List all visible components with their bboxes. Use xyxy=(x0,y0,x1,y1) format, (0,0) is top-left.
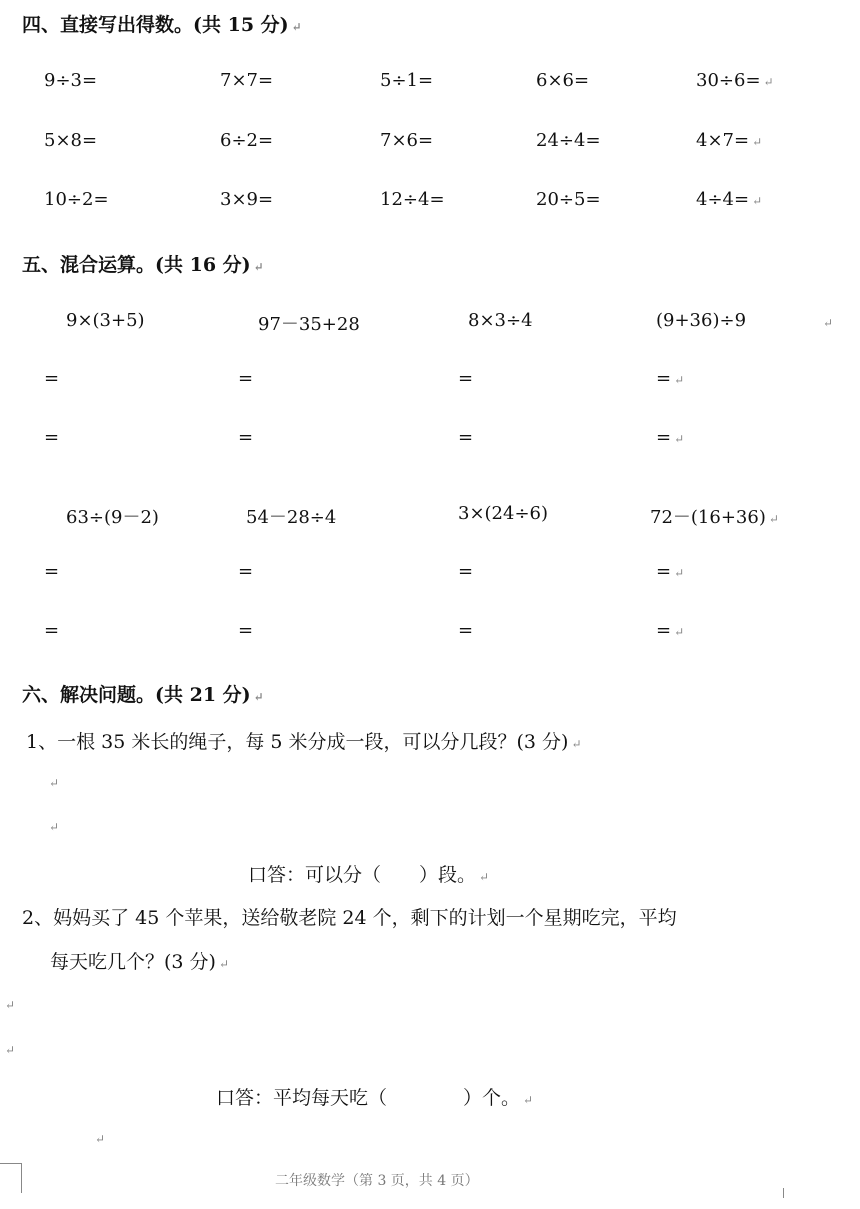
page-footer: 二年级数学（第 3 页，共 4 页） xyxy=(275,1173,479,1189)
oral-calc-item: 10÷2= xyxy=(44,189,109,210)
oral-calc-item: 12÷4= xyxy=(380,189,445,210)
oral-calc-item: 9÷3= xyxy=(44,70,98,91)
equals-sign: = ↵ xyxy=(656,561,685,582)
return-mark: ↵ xyxy=(95,1132,106,1146)
mixed-calc-expression: 63÷(9－2) xyxy=(66,507,159,528)
oral-calc-item: 3×9= xyxy=(220,189,274,210)
return-mark: ↵ xyxy=(5,1043,16,1057)
mixed-calc-expression: 8×3÷4 xyxy=(468,310,533,331)
oral-calc-item: 5÷1= xyxy=(380,70,434,91)
mixed-calc-expression: (9+36)÷9 xyxy=(656,310,747,331)
return-mark: ↵ xyxy=(49,820,60,834)
mixed-calc-expression: 72－(16+36) ↵ xyxy=(650,507,779,528)
mixed-calc-expression: 54－28÷4 xyxy=(246,507,337,528)
oral-calc-item: 6×6= xyxy=(536,70,590,91)
section6-title: 六、解决问题。(共 21 分) ↵ xyxy=(22,684,264,706)
return-mark: ↵ xyxy=(823,316,834,330)
oral-calc-item: 30÷6= ↵ xyxy=(696,70,774,91)
equals-sign: = ↵ xyxy=(656,368,685,389)
equals-sign: = xyxy=(44,368,60,389)
oral-calc-item: 7×7= xyxy=(220,70,274,91)
oral-calc-item: 5×8= xyxy=(44,130,98,151)
question-2-line-1: 2、妈妈买了 45 个苹果，送给敬老院 24 个，剩下的计划一个星期吃完，平均 xyxy=(22,907,677,929)
question-1-answer: 口答：可以分（ ）段。 ↵ xyxy=(248,864,490,886)
equals-sign: = xyxy=(238,427,254,448)
mixed-calc-expression: 97－35+28 xyxy=(258,314,360,335)
oral-calc-item: 20÷5= xyxy=(536,189,601,210)
oral-calc-item: 4×7= ↵ xyxy=(696,130,763,151)
equals-sign: = xyxy=(44,561,60,582)
equals-sign: = xyxy=(458,561,474,582)
equals-sign: = ↵ xyxy=(656,620,685,641)
section4-title: 四、直接写出得数。(共 15 分) ↵ xyxy=(22,14,302,36)
equals-sign: = xyxy=(458,620,474,641)
question-2-line-2: 每天吃几个？(3 分) ↵ xyxy=(50,951,230,973)
question-1: 1、一根 35 米长的绳子，每 5 米分成一段，可以分几段？(3 分) ↵ xyxy=(26,731,582,753)
equals-sign: = xyxy=(238,368,254,389)
oral-calc-item: 6÷2= xyxy=(220,130,274,151)
equals-sign: = xyxy=(238,620,254,641)
equals-sign: = xyxy=(238,561,254,582)
equals-sign: = xyxy=(458,427,474,448)
equals-sign: = ↵ xyxy=(656,427,685,448)
equals-sign: = xyxy=(44,427,60,448)
return-mark: ↵ xyxy=(49,776,60,790)
crop-mark xyxy=(0,1163,22,1164)
mixed-calc-expression: 9×(3+5) xyxy=(66,310,145,331)
return-mark: ↵ xyxy=(5,998,16,1012)
oral-calc-item: 24÷4= xyxy=(536,130,601,151)
oral-calc-item: 7×6= xyxy=(380,130,434,151)
equals-sign: = xyxy=(458,368,474,389)
crop-mark xyxy=(21,1163,22,1193)
mixed-calc-expression: 3×(24÷6) xyxy=(458,503,549,524)
oral-calc-item: 4÷4= ↵ xyxy=(696,189,763,210)
equals-sign: = xyxy=(44,620,60,641)
section5-title: 五、混合运算。(共 16 分) ↵ xyxy=(22,254,264,276)
question-2-answer: 口答：平均每天吃（ ）个。 ↵ xyxy=(216,1087,534,1109)
crop-mark xyxy=(783,1188,784,1198)
